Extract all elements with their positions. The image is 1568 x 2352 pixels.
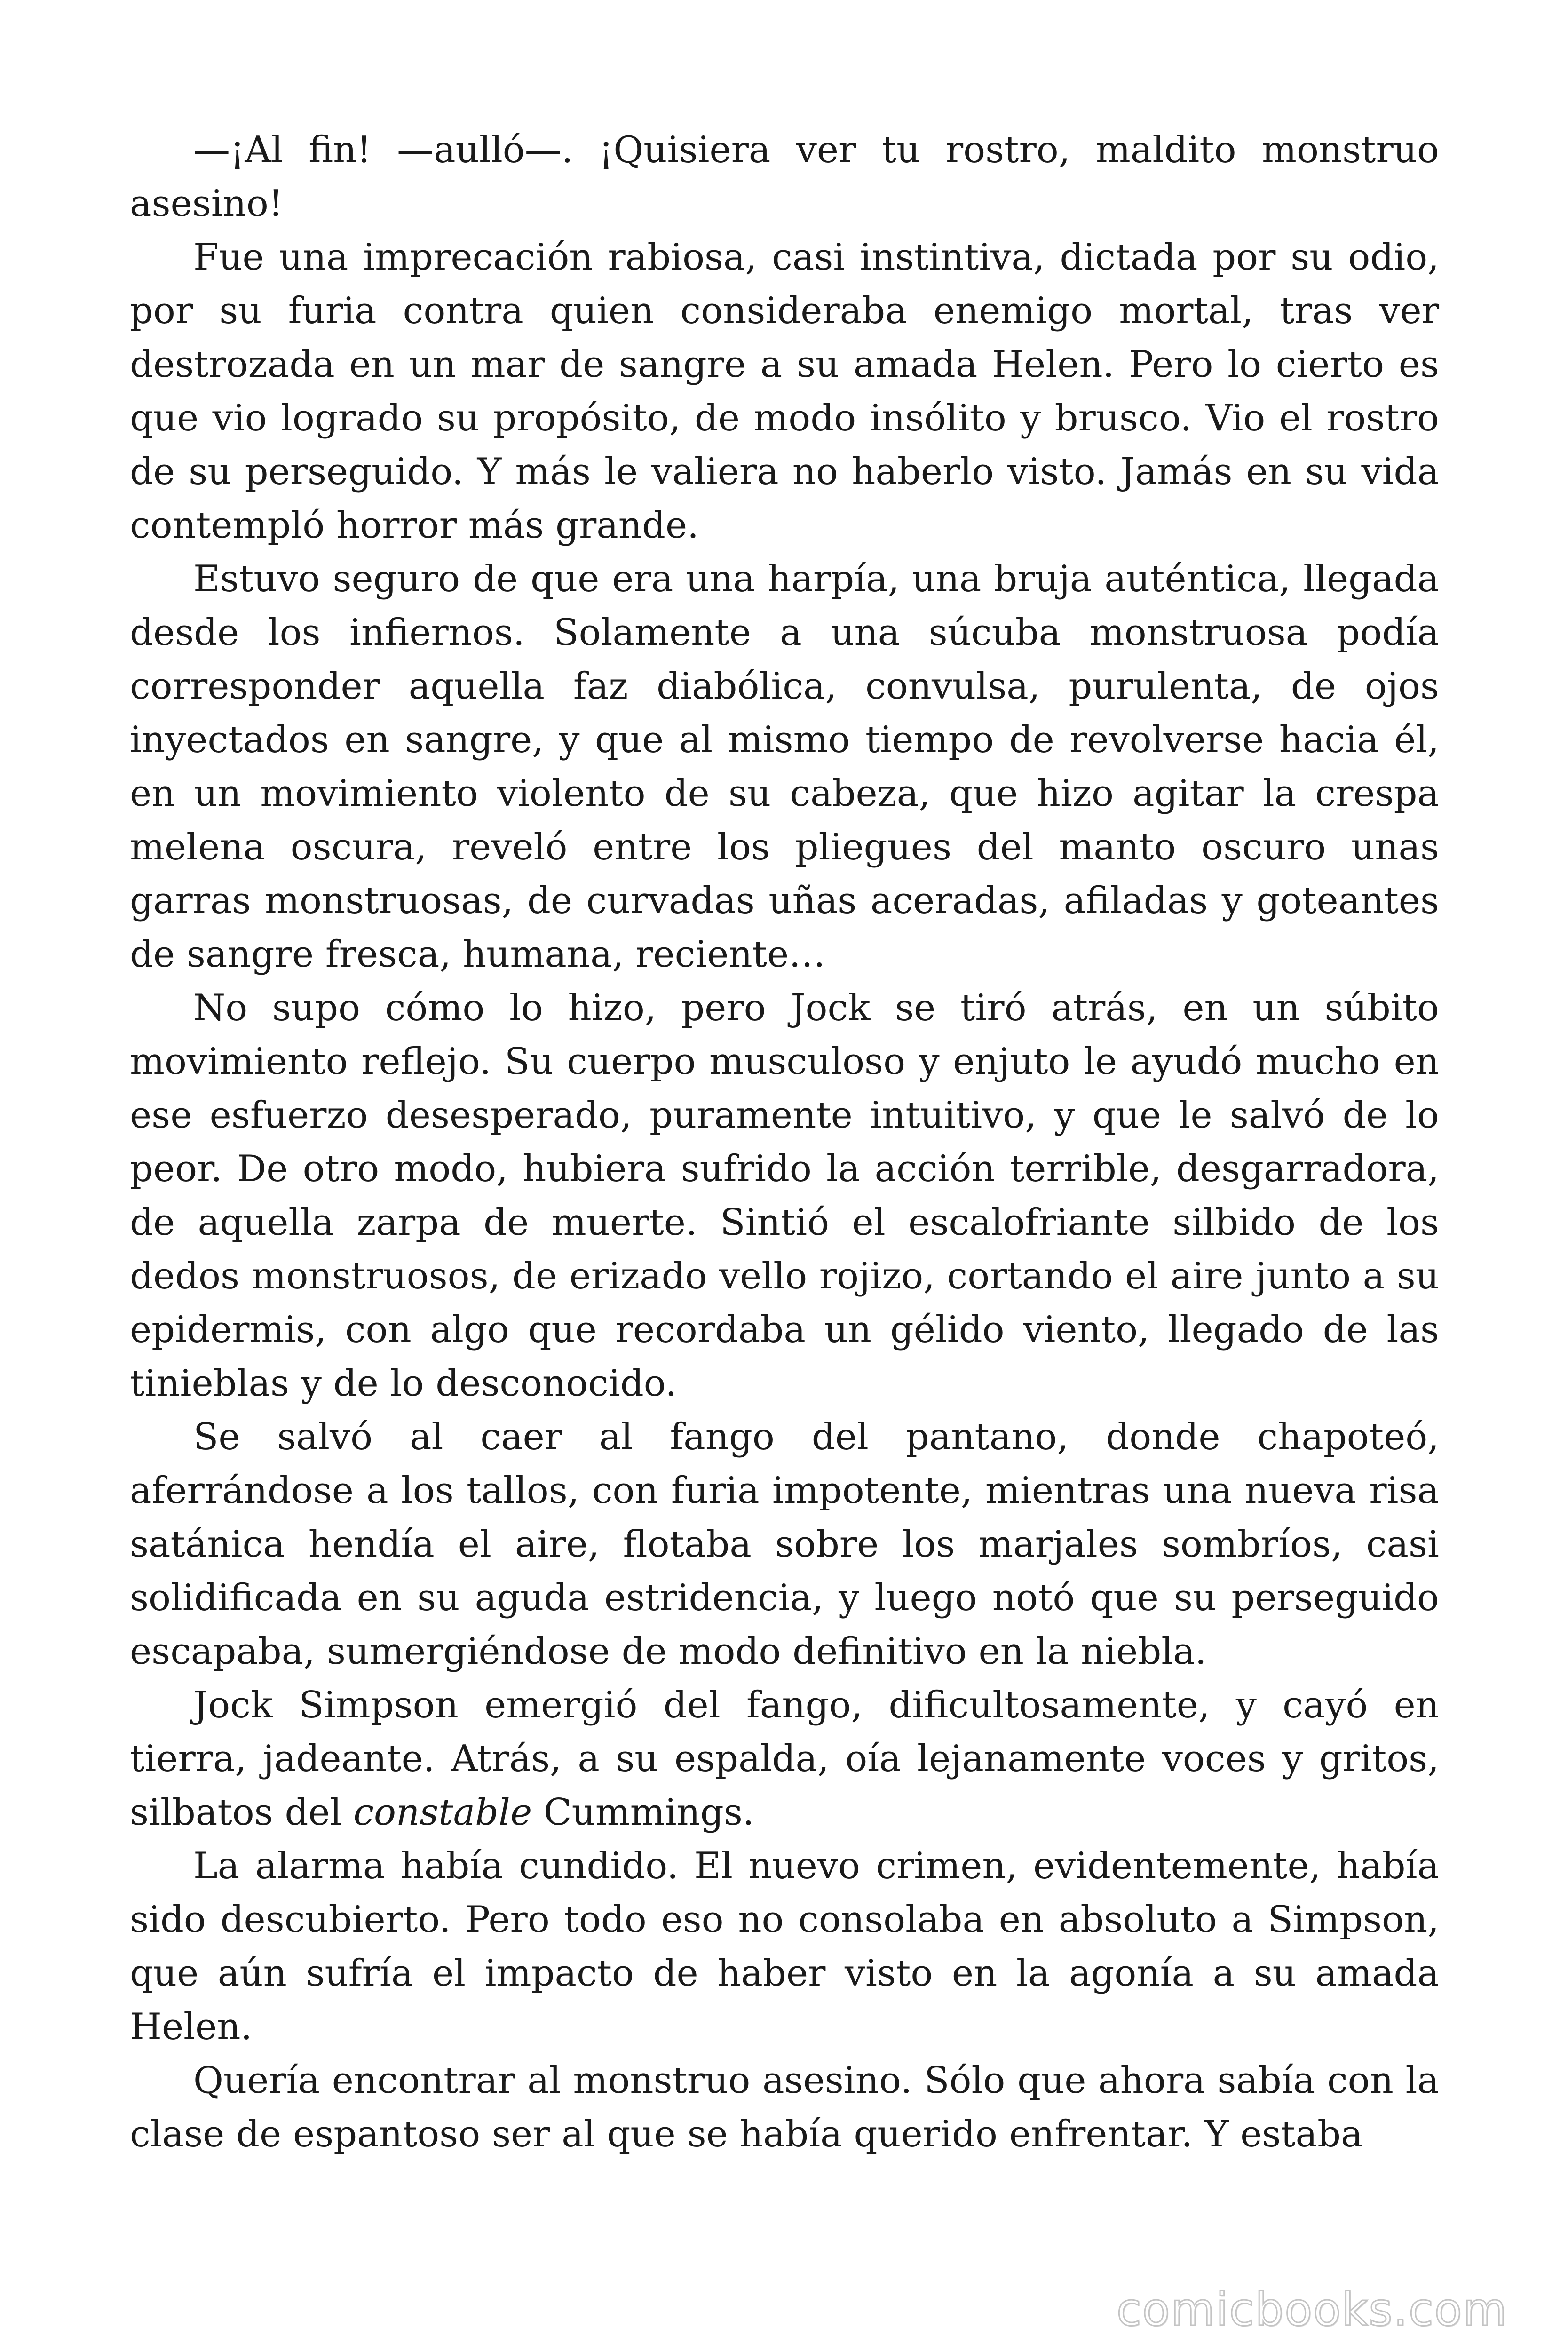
paragraph-5: Se salvó al caer al fango del pantano, donde chapoteó, aferrándose a los tallos, con furia impotente, mientras una nueva risa satánica hendía el aire, flotaba sobre los marjales sombríos, casi solidificada en su aguda estridencia, y luego notó que su perseguido escapaba, sumergiéndose de modo definitivo en la niebla. <box>130 1416 1439 1673</box>
paragraph-8: Quería encontrar al monstruo asesino. Sólo que ahora sabía con la clase de espantoso ser al que se había querido enfrentar. Y estaba <box>130 2059 1439 2155</box>
paragraph-3: Estuvo seguro de que era una harpía, una bruja auténtica, llegada desde los infiernos. Solamente a una súcuba monstruosa podía corresponder aquella faz diabólica, convulsa, purulenta, de ojos inyectados en sangre, y que al mismo tiempo de revolverse hacia él, en un movimiento violento de su cabeza, que hizo agitar la crespa melena oscura, reveló entre los pliegues del manto oscuro unas garras monstruosas, de curvadas uñas aceradas, afiladas y goteantes de sangre fresca, humana, reciente… <box>130 558 1439 976</box>
paragraph-4: No supo cómo lo hizo, pero Jock se tiró atrás, en un súbito movimiento reflejo. Su cuerpo musculoso y enjuto le ayudó mucho en ese esfuerzo desesperado, puramente intuitivo, y que le salvó de lo peor. De otro modo, hubiera sufrido la acción terrible, desgarradora, de aquella zarpa de muerte. Sintió el escalofriante silbido de los dedos monstruosos, de erizado vello rojizo, cortando el aire junto a su epidermis, con algo que recordaba un gélido viento, llegado de las tinieblas y de lo desconocido. <box>130 987 1439 1405</box>
paragraph-6-text-before: Jock Simpson emergió del fango, dificultosamente, y cayó en tierra, jadeante. Atrás, a su espalda, oía lejanamente voces y gritos, silbatos del <box>130 1684 1439 1834</box>
watermark: comicbooks.com <box>1116 2283 1508 2336</box>
body-text <box>130 123 1439 2161</box>
paragraph-1: —¡Al fin! —aulló—. ¡Quisiera ver tu rostro, maldito monstruo asesino! <box>130 129 1439 225</box>
paragraph-6 <box>130 1678 1439 1839</box>
paragraph-6-italic-word: constable <box>353 1791 532 1834</box>
paragraph-2: Fue una imprecación rabiosa, casi instintiva, dictada por su odio, por su furia contra quien consideraba enemigo mortal, tras ver destrozada en un mar de sangre a su amada Helen. Pero lo cierto es que vio logrado su propósito, de modo insólito y brusco. Vio el rostro de su perseguido. Y más le valiera no haberlo visto. Jamás en su vida contempló horror más grande. <box>130 236 1439 547</box>
paragraph-7: La alarma había cundido. El nuevo crimen, evidentemente, había sido descubierto. Pero todo eso no consolaba en absoluto a Simpson, que aún sufría el impacto de haber visto en la agonía a su amada Helen. <box>130 1845 1439 2048</box>
paragraph-6-text-after: Cummings. <box>532 1791 754 1834</box>
